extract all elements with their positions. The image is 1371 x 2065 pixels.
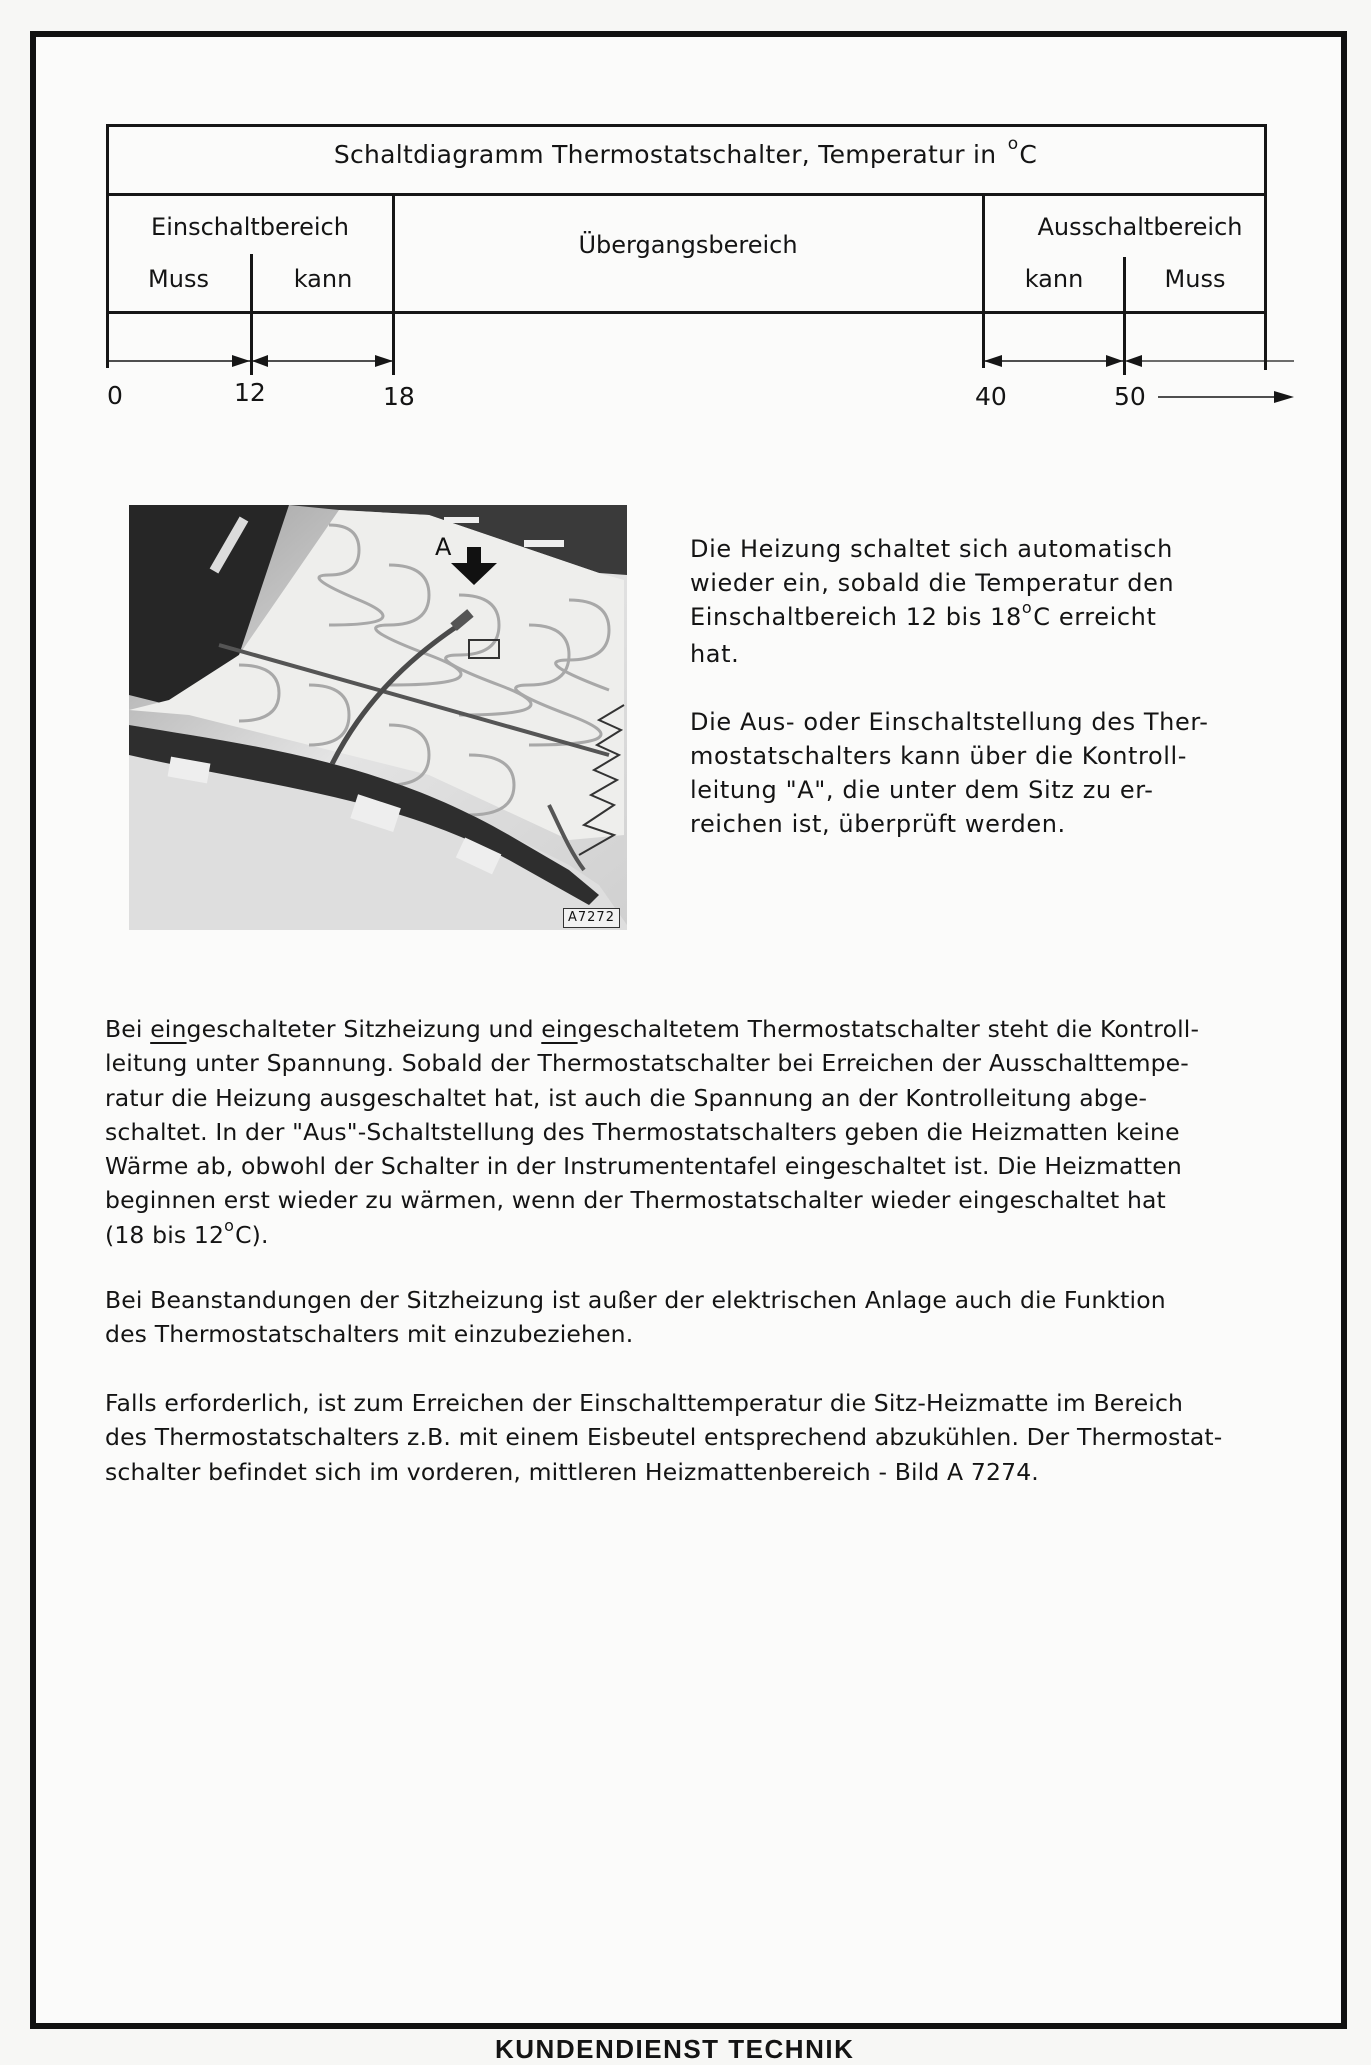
body-p1-line: schaltet. In der "Aus"-Schaltstellung des Thermostatschalters geben die Heizmatten keine [105,1117,1180,1146]
body-p3-line: schalter befindet sich im vorderen, mittleren Heizmattenbereich - Bild A 7274. [105,1457,1039,1486]
side-p2-line: mostatschalters kann über die Kontroll- [690,742,1188,770]
body-p2-line: Bei Beanstandungen der Sitzheizung ist außer der elektrischen Anlage auch die Funktion [105,1286,1166,1314]
on-range-must: Muss [148,265,209,293]
axis-tick-40: 40 [975,382,1007,411]
body-p3-line: des Thermostatschalters z.B. mit einem Eisbeutel entsprechend abzukühlen. Der Thermostat- [105,1423,1223,1452]
on-range-label: Einschaltbereich [151,213,349,241]
body-p1-line: (18 bis 12$^o$C). [105,1215,269,1249]
axis-tick-0: 0 [107,381,123,410]
side-p1-line: wieder ein, sobald die Temperatur den [690,569,1175,597]
body-p1-line: Wärme ab, obwohl der Schalter in der Instrumententafel eingeschaltet ist. Die Heizmatten [105,1152,1182,1181]
body-p1-line: ratur die Heizung ausgeschaltet hat, ist auch die Spannung an der Kontrolleitung abge- [105,1083,1148,1112]
off-range-label: Ausschaltbereich [1037,213,1243,241]
body-paragraph-3 [105,1386,1305,1489]
axis-tick-50: 50 [1114,382,1146,411]
body-p2-line: des Thermostatschalters mit einzubeziehen. [105,1320,634,1349]
off-range-can: kann [1024,265,1084,293]
seat-heating-photo [129,505,627,930]
footer-title: KUNDENDIENST TECHNIK [495,2034,855,2064]
body-p1-line: leitung unter Spannung. Sobald der Thermostatschalter bei Erreichen der Ausschalttempe- [105,1049,1189,1078]
side-p1-line: Einschaltbereich 12 bis 18$^o$C erreicht [690,598,1157,631]
body-p3-line: Falls erforderlich, ist zum Erreichen der Einschalttemperatur die Sitz-Heizmatte im Bereich [105,1389,1184,1417]
axis-tick-18: 18 [383,382,415,411]
off-range-must: Muss [1164,265,1226,293]
on-range-can: kann [293,265,353,293]
side-p1-line: Die Heizung schaltet sich automatisch [690,535,1173,563]
body-paragraph-2 [105,1283,1305,1352]
diagram-title: Schaltdiagramm Thermostatschalter, Temperatur in $^o$C [333,134,1038,169]
side-p2-line: reichen ist, überprüft werden. [690,810,1066,838]
side-p2-line: leitung "A", die unter dem Sitz zu er- [690,776,1154,804]
callout-a: A [435,533,452,561]
side-p2-line: Die Aus- oder Einschaltstellung des Ther- [690,708,1209,736]
photo-label: A7272 [563,908,620,928]
body-paragraph-1 [105,1012,1305,1255]
side-paragraph-2 [690,705,1209,841]
side-p1-line: hat. [690,640,740,668]
axis-tick-12: 12 [234,378,266,407]
transition-range-label: Übergangsbereich [578,231,798,259]
body-p1-line: Bei eingeschalteter Sitzheizung und eingeschaltetem Thermostatschalter steht die Kontroll- [105,1015,1200,1043]
dimension-arrows [0,0,1371,420]
body-p1-line: beginnen erst wieder zu wärmen, wenn der Thermostatschalter wieder eingeschaltet hat [105,1186,1166,1215]
heating-mat-illustration [129,505,627,930]
side-paragraph-1 [690,532,1174,671]
